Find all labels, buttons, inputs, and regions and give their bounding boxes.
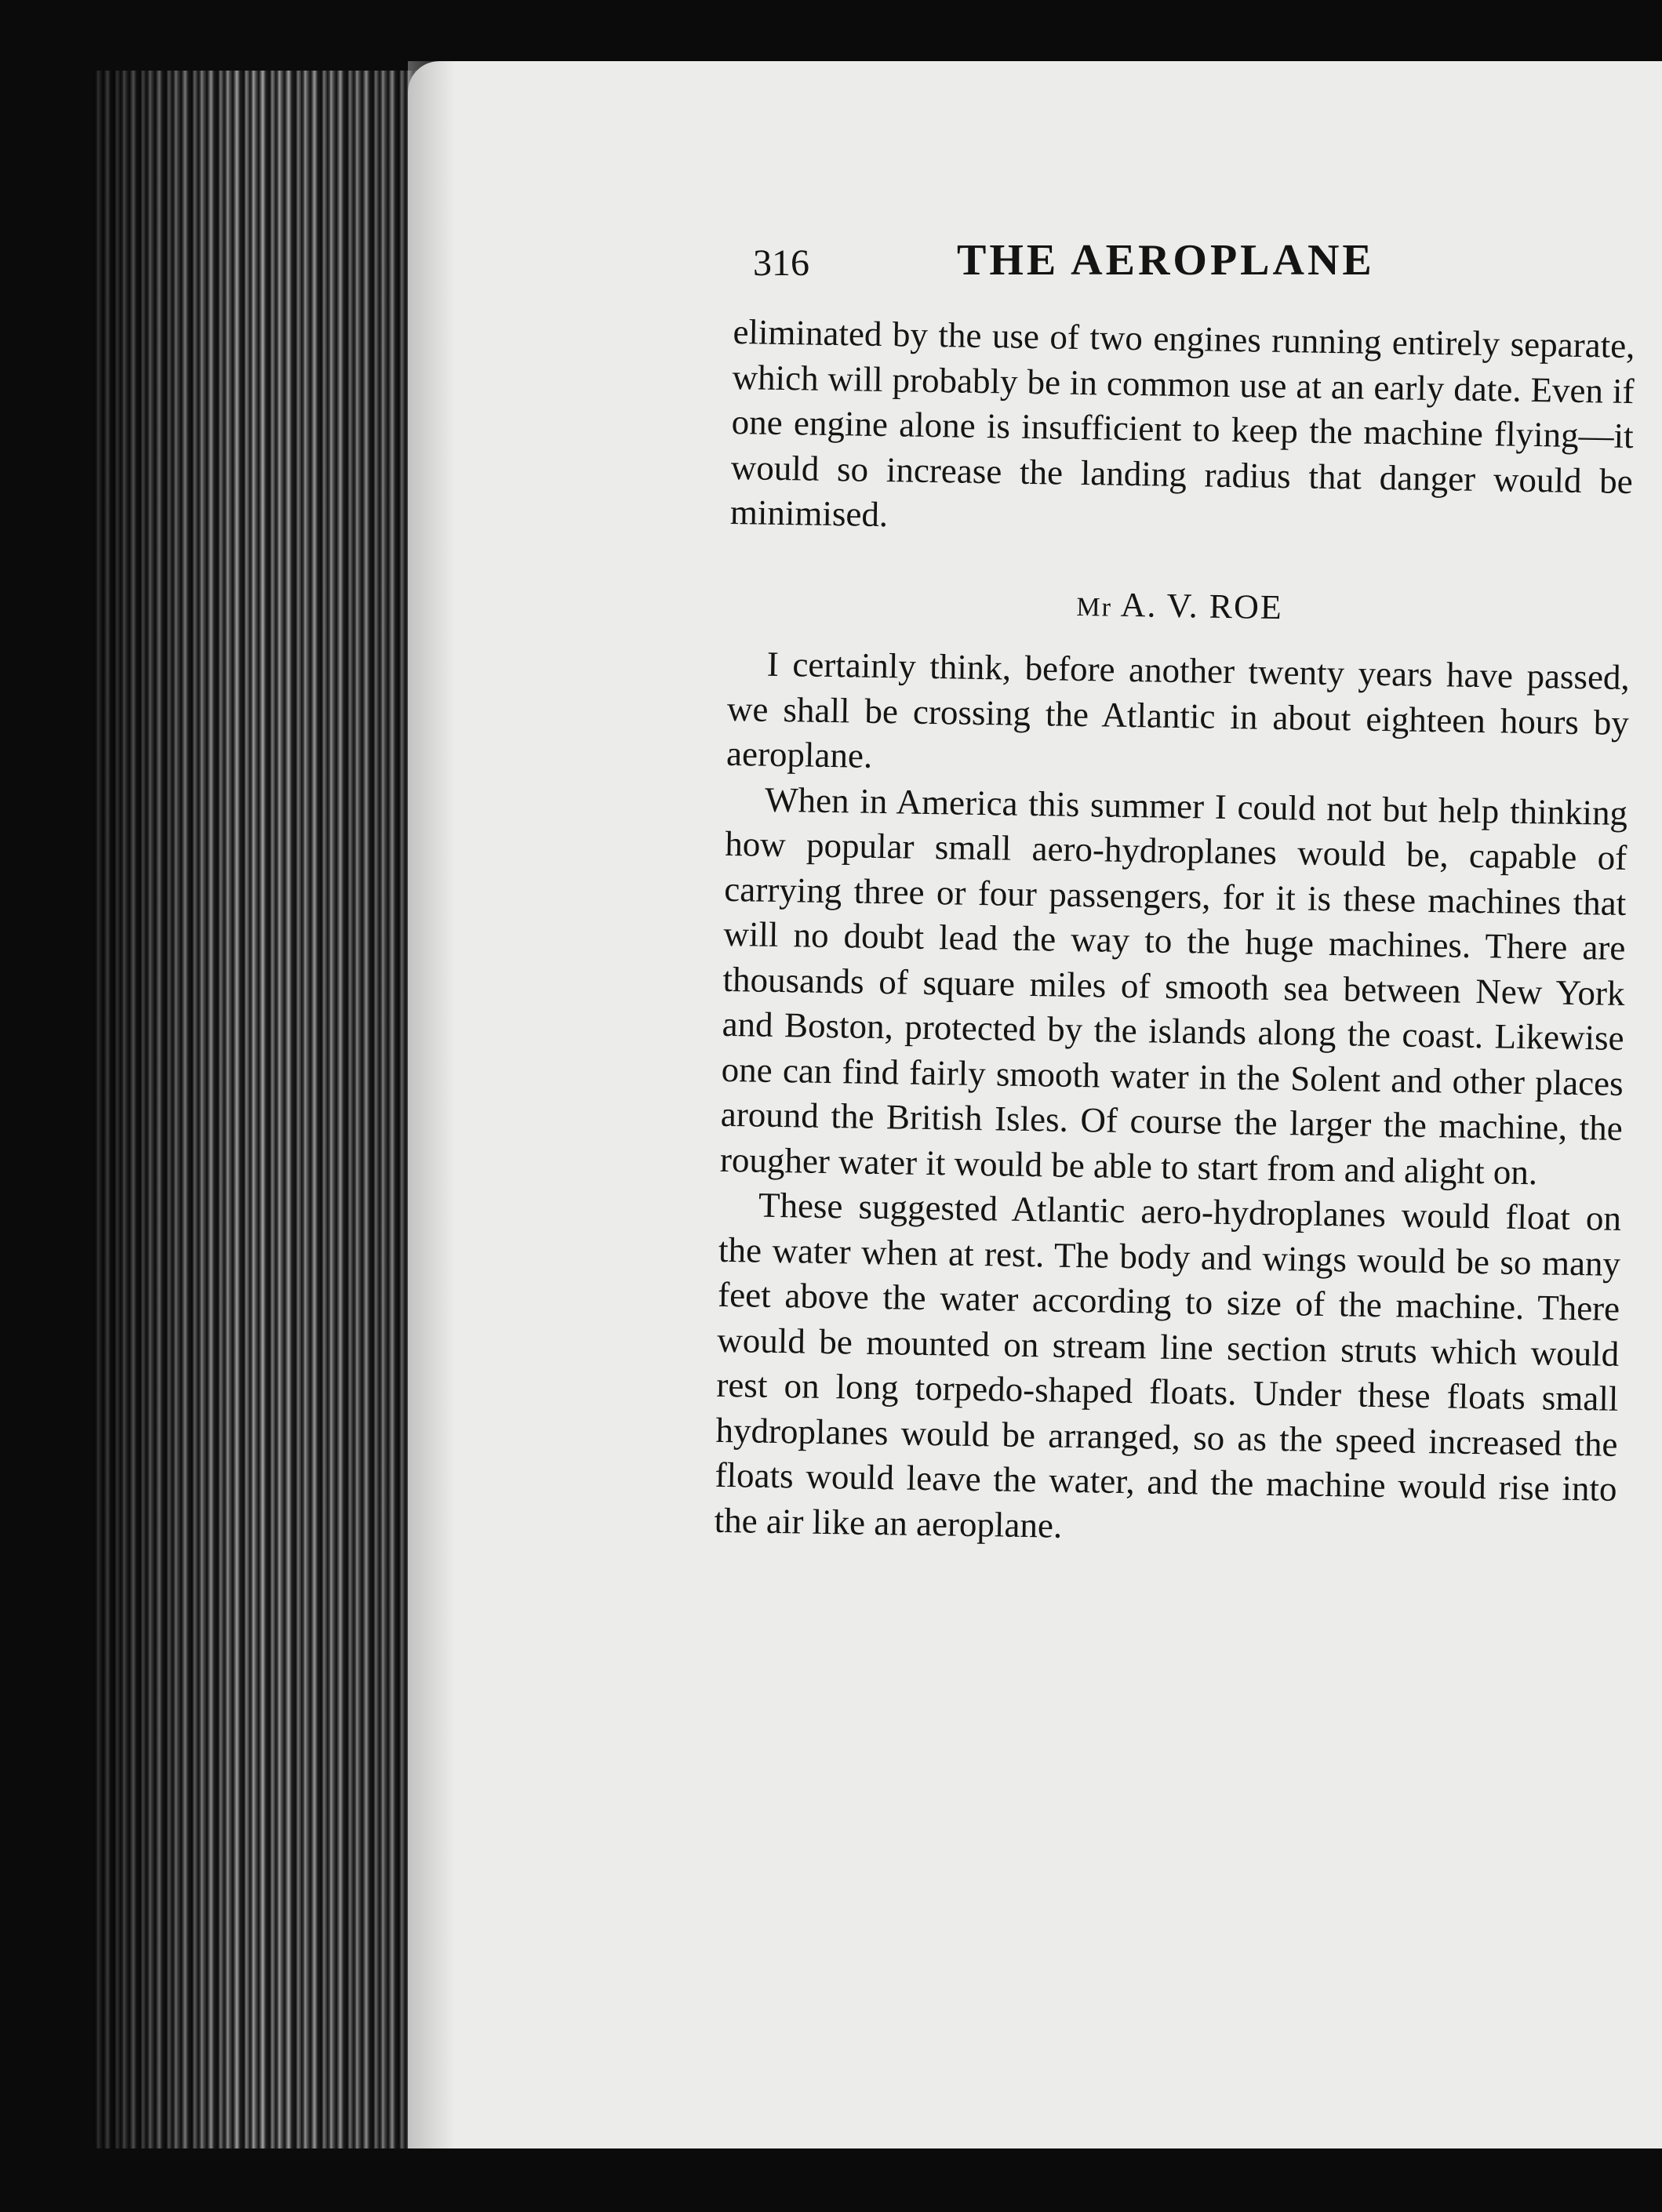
bottom-shadow bbox=[0, 2148, 1662, 2212]
body-text bbox=[714, 310, 1635, 1557]
page-header bbox=[753, 235, 1584, 306]
paragraph: I certainly think, before another twenty years have passed, we shall be crossing the Atlantic in about eighteen hours by aeroplane. bbox=[726, 644, 1631, 775]
paragraph: These suggested Atlantic aero-hydroplanes would float on the water when at rest. The body and wings would be so many feet above the water according to size of the machine. There would be mounted on stream line section struts which would rest on long torpedo-shaped floats. Under these floats small hydroplanes would be arranged, so as the speed increased the floats would leave the water, and the machine would rise into the air like an aeroplane. bbox=[714, 1185, 1622, 1545]
heading-prefix: Mr bbox=[1076, 592, 1113, 623]
paragraph-continued: eliminated by the use of two engines running entirely separate, which will probably be in common use at an early date. Even if one engine alone is insufficient to keep the machine flying—it would so increase the landing radius that danger would be minimised. bbox=[729, 311, 1635, 535]
paragraph: When in America this summer I could not but help thinking how popular small aero-hydroplanes would be, capable of carrying three or four passengers, for it is these machines that will no doubt lead the way to the huge machines. There are thousands of square miles of smooth sea between New York and Boston, protected by the islands along the coast. Likewise one can find fairly smooth water in the Solent and other places around the British Isles. Of course the larger the machine, the rougher water it would be able to start from and alight on. bbox=[719, 779, 1628, 1192]
heading-name: A. V. ROE bbox=[1120, 585, 1284, 627]
book-page-edges bbox=[94, 71, 439, 2156]
section-heading bbox=[729, 576, 1631, 638]
running-title: THE AEROPLANE bbox=[957, 236, 1375, 285]
page-number: 316 bbox=[753, 242, 809, 284]
